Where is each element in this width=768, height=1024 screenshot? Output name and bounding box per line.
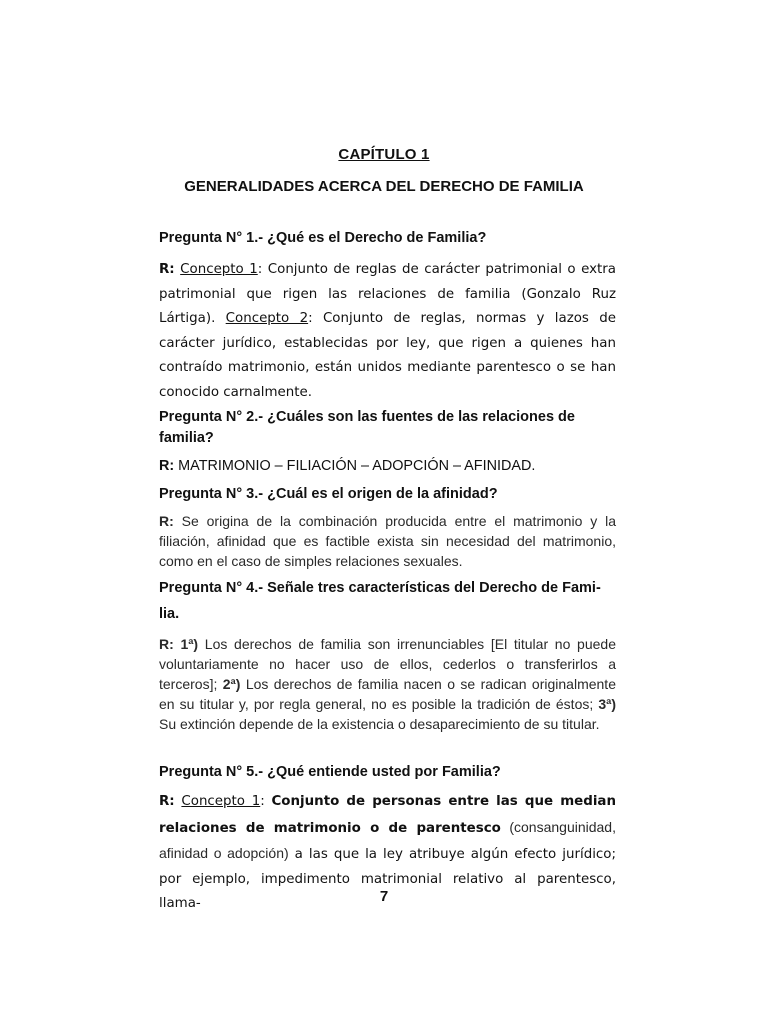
answer-3 [159,511,616,571]
concept-1-label: Concepto 1 [180,262,258,277]
concept-2-text: : Conjunto de reglas, normas y lazos de carácter jurídico, establecidas por ley, que rigen a quienes han contraído matrimonio, están unidos mediante parentesco o se han conocido carnalmente. [159,311,616,400]
answer-5-parenthetical: (consanguinidad, afinidad o adopción) [159,818,616,861]
feature-1-number: 1ª) [173,636,199,652]
answer-5-colon: : [260,794,272,809]
question-5: Pregunta N° 5.- ¿Qué entiende usted por Familia? [159,764,501,780]
feature-1-text: Los derechos de familia son irrenunciables [El titular no puede voluntariamente no hacer uso de ellos, cederlos o transferirlos a terceros]; [159,636,616,692]
answer-label: R: [159,513,174,529]
page-number: 7 [379,888,389,905]
feature-2-number: 2ª) [222,676,241,692]
answer-1 [159,258,616,405]
question-4-line-1: Pregunta N° 4.- Señale tres características del Derecho de Fami- [159,580,601,596]
feature-3-text: Su extinción depende de la existencia o desaparecimiento de su titular. [159,716,600,732]
concept-1-label: Concepto 1 [181,794,261,809]
answer-2 [159,456,616,477]
answer-4 [159,634,616,734]
concept-1-text: : Conjunto de reglas de carácter patrimonial o extra patrimonial que rigen las relaciones de familia (Gonzalo Ruz Lártiga). [159,262,616,326]
answer-3-text: Se origina de la combinación producida entre el matrimonio y la filiación, afinidad que es factible exista sin necesidad del matrimonio, como en el caso de simples relaciones sexuales. [159,513,616,569]
question-2: Pregunta N° 2.- ¿Cuáles son las fuentes de las relaciones de familia? [159,409,575,446]
chapter-title: CAPÍTULO 1 [338,146,430,163]
answer-label: R: [159,794,175,809]
feature-3-number: 3ª) [598,696,616,712]
answer-label: R: [159,262,175,277]
question-4-line-2: lia. [159,606,180,622]
chapter-subtitle: GENERALIDADES ACERCA DEL DERECHO DE FAMILIA [184,178,584,195]
concept-2-label: Concepto 2 [225,311,309,326]
answer-5-bold-text: Conjunto de personas entre las que median relaciones de matrimonio o de parentesco [159,794,616,836]
answer-2-text: MATRIMONIO – FILIACIÓN – ADOPCIÓN – AFINIDAD. [174,458,536,474]
answer-label: R: [159,636,174,652]
answer-5-text: a las que la ley atribuye algún efecto jurídico; por ejemplo, impedimento matrimonial relativo al parentesco, llama- [159,847,616,911]
answer-label: R: [159,458,175,474]
question-1: Pregunta N° 1.- ¿Qué es el Derecho de Familia? [159,230,487,246]
question-3: Pregunta N° 3.- ¿Cuál es el origen de la afinidad? [159,486,498,502]
feature-2-text: Los derechos de familia nacen o se radican originalmente en su titular y, por regla general, no es posible la tradición de éstos; [159,676,616,712]
